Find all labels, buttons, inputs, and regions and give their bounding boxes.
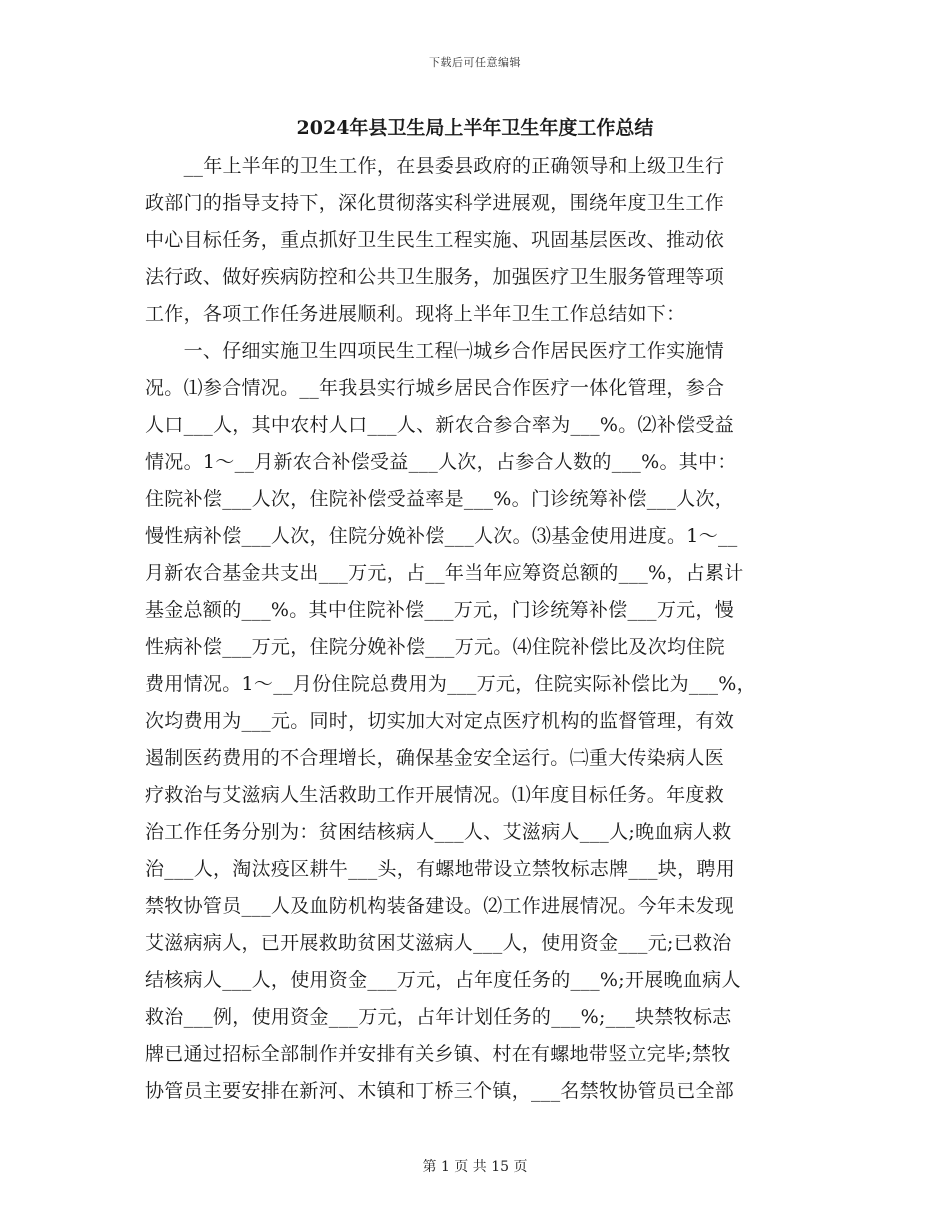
body-line: 遏制医药费用的不合理增长，确保基金安全运行。㈡重大传染病人医 bbox=[145, 747, 725, 769]
body-line: 情况。1～__月新农合补偿受益___人次，占参合人数的___%。其中： bbox=[145, 451, 737, 473]
body-line: 治___人，淘汰疫区耕牛___头，有螺地带设立禁牧标志牌___块，聘用 bbox=[145, 858, 736, 880]
body-line: 次均费用为___元。同时，切实加大对定点医疗机构的监督管理，有效 bbox=[145, 710, 735, 732]
body-line: 况。⑴参合情况。__年我县实行城乡居民合作医疗一体化管理，参合 bbox=[145, 377, 725, 399]
body-line: 疗救治与艾滋病人生活救助工作开展情况。⑴年度目标任务。年度救 bbox=[145, 784, 725, 806]
body-line: 住院补偿___人次，住院补偿受益率是___%。门诊统筹补偿___人次， bbox=[145, 488, 735, 510]
document-title: 2024年县卫生局上半年卫生年度工作总结 bbox=[296, 117, 654, 139]
body-line: 政部门的指导支持下，深化贯彻落实科学进展观，围绕年度卫生工作 bbox=[145, 192, 725, 214]
body-line: 一、仔细实施卫生四项民生工程㈠城乡合作居民医疗工作实施情 bbox=[145, 340, 725, 362]
body-line: 人口___人，其中农村人口___人、新农合参合率为___%。⑵补偿受益 bbox=[145, 414, 735, 436]
page-header-note: 下载后可任意编辑 bbox=[429, 56, 521, 69]
body-line: 费用情况。1～__月份住院总费用为___万元，住院实际补偿比为___%， bbox=[145, 673, 756, 695]
body-line: 结核病人___人，使用资金___万元，占年度任务的___%;开展晚血病人 bbox=[145, 969, 741, 991]
body-line: 性病补偿___万元，住院分娩补偿___万元。⑷住院补偿比及次均住院 bbox=[145, 636, 725, 658]
body-line: 协管员主要安排在新河、木镇和丁桥三个镇，___名禁牧协管员已全部 bbox=[145, 1080, 735, 1102]
body-line: 慢性病补偿___人次，住院分娩补偿___人次。⑶基金使用进度。1～__ bbox=[145, 525, 738, 547]
body-line: 禁牧协管员___人及血防机构装备建设。⑵工作进展情况。今年未发现 bbox=[145, 895, 735, 917]
body-line: 法行政、做好疾病防控和公共卫生服务，加强医疗卫生服务管理等项 bbox=[145, 266, 725, 288]
body-line: 救治___例，使用资金___万元，占年计划任务的___%;___块禁牧标志 bbox=[145, 1006, 732, 1028]
body-line: 基金总额的___%。其中住院补偿___万元，门诊统筹补偿___万元，慢 bbox=[145, 599, 735, 621]
body-line: 牌已通过招标全部制作并安排有关乡镇、村在有螺地带竖立完毕;禁牧 bbox=[145, 1043, 731, 1065]
body-line: 治工作任务分别为：贫困结核病人___人、艾滋病人___人;晚血病人救 bbox=[145, 821, 732, 843]
body-line: 工作，各项工作任务进展顺利。现将上半年卫生工作总结如下： bbox=[145, 303, 686, 325]
body-line: 中心目标任务，重点抓好卫生民生工程实施、巩固基层医改、推动依 bbox=[145, 229, 725, 251]
body-line: __年上半年的卫生工作，在县委县政府的正确领导和上级卫生行 bbox=[145, 155, 725, 177]
document-body bbox=[145, 148, 810, 1110]
page-number: 第 1 页 共 15 页 bbox=[422, 1159, 528, 1175]
body-line: 月新农合基金共支出___万元，占__年当年应筹资总额的___%，占累计 bbox=[145, 562, 744, 584]
body-line: 艾滋病病人，已开展救助贫困艾滋病人___人，使用资金___元;已救治 bbox=[145, 932, 732, 954]
